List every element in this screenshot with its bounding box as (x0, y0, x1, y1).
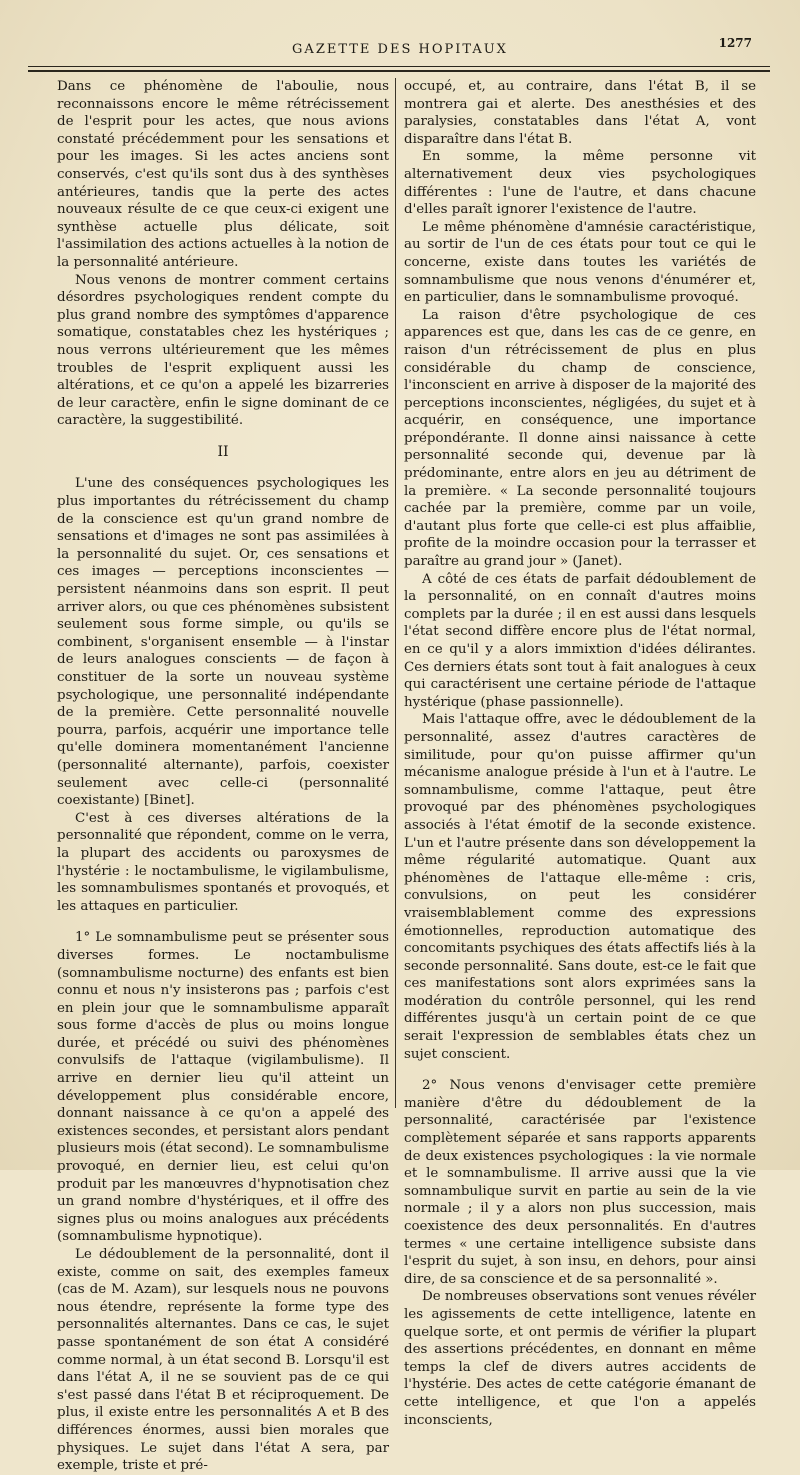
paragraph: C'est à ces diverses altérations de la personnalité que répondent, comme on le verra, la plupart des accidents ou paroxysmes de l'hystérie : le noctambulisme, le vigilambulisme, les somnambulismes spontanés et provoqués, et les attaques en particulier. (57, 810, 389, 914)
page-header (30, 36, 770, 60)
section-heading: II (217, 443, 229, 460)
paragraph: occupé, et, au contraire, dans l'état B, il se montrera gai et alerte. Des anesthésies et des paralysies, constatables dans l'état A, vont disparaître dans l'état B. (404, 79, 756, 147)
paragraph: Dans ce phénomène de l'aboulie, nous reconnaissons encore le même rétrécissement de l'esprit pour les actes, que nous avions constaté précédemment pour les sensations et pour les images. Si les actes anciens sont conservés, c'est qu'ils sont dus à des synthèses antérieures, tandis que la perte des actes nouveaux résulte de ce que ceux-ci exigent une synthèse actuelle plus délicate, soit l'assimilation des actions actuelles à la notion de la personnalité antérieure. (57, 79, 389, 270)
running-title: GAZETTE DES HOPITAUX (292, 42, 508, 57)
column-divider (395, 78, 396, 1108)
paragraph: L'une des conséquences psychologiques les plus importantes du rétrécissement du champ de la conscience est qu'un grand nombre de sensations et d'images ne sont pas assimilées à la personnalité du sujet. Or, ces sensations et ces images — perceptions inconscientes — persistent néanmoins dans son esprit. Il peut arriver alors, ou que ces phénomènes subsistent seulement sous forme simple, ou qu'ils se combinent, s'organisent ensemble — à l'instar de leurs analogues conscients — de façon à constituer de la sorte un nouveau système psychologique, une personnalité indépendante de la première. Cette personnalité nouvelle pourra, parfois, acquérir une importance telle qu'elle dominera momentanément l'ancienne (personnalité alternante), parfois, coexister seulement avec celle-ci (personnalité coexistante) [Binet]. (57, 476, 389, 809)
paragraph: De nombreuses observations sont venues révéler les agissements de cette intelligence, latente en quelque sorte, et ont permis de vérifier la plupart des assertions précédentes, en donnant en même temps la clef de divers autres accidents de l'hystérie. Des actes de cette catégorie émanant de cette intelligence, et que l'on a appelés inconscients, (404, 1289, 757, 1428)
header-rule-thick (28, 70, 770, 72)
paragraph: Mais l'attaque offre, avec le dédoublement de la personnalité, assez d'autres caractères de similitude, pour qu'on puisse affirmer qu'un mécanisme analogue préside à l'un et à l'autre. Le somnambulisme, comme l'attaque, peut être provoqué par des phénomènes psychologiques associés à l'état émotif de la seconde existence. L'un et l'autre présente dans son développement la même régularité automatique. Quant aux phénomènes de l'attaque elle-même : cris, convulsions, on peut les considérer vraisemblablement comme des expressions émotionnelles, reproduction automatique des concomitants psychiques des états affectifs liés à la seconde personnalité. Sans doute, est-ce le fait que ces manifestations sont alors exprimées sans la modération du contrôle personnel, qui les rend différentes jusqu'à un certain point de ce que serait l'expression de semblables états chez un sujet conscient. (404, 712, 756, 1062)
header-rule-thin (28, 66, 770, 67)
paragraph: La raison d'être psychologique de ces apparences est que, dans les cas de ce genre, en raison d'un rétrécissement de plus en plus considérable du champ de conscience, l'inconscient en arrive à disposer de la majorité des perceptions inconscientes, négligées, du sujet et à acquérir, en conséquence, une importance prépondérante. Il donne ainsi naissance à cette personnalité seconde qui, devenue par là prédominante, entre alors en jeu au détriment de la première. « La seconde personnalité toujours cachée par la première, comme par un voile, d'autant plus forte que celle-ci est plus affaiblie, profite de la moindre occasion pour la terrasser et paraître au grand jour » (Janet). (404, 307, 756, 570)
paragraph: Nous venons de montrer comment certains désordres psychologiques rendent compte du plus grand nombre des symptômes d'apparence somatique, constatables chez les hystériques ; nous verrons ultérieurement que les mêmes troubles de l'esprit expliquent aussi les altérations, et ce qu'on a appelé les bizarreries de leur caractère, enfin le signe dominant de ce caractère, la suggestibilité. (57, 272, 389, 429)
right-column (404, 78, 756, 1429)
left-column (57, 78, 389, 1475)
paragraph: A côté de ces états de parfait dédoublement de la personnalité, on en connaît d'autres moins complets par la durée ; il en est aussi dans lesquels l'état second diffère encore plus de l'état normal, en ce qu'il y a alors immixtion d'idées délirantes. Ces derniers états sont tout à fait analogues à ceux qui caractérisent une certaine période de l'attaque hystérique (phase passionnelle). (404, 571, 756, 710)
page-number: 1277 (718, 36, 752, 50)
paragraph: 2° Nous venons d'envisager cette première manière d'être du dédoublement de la personnalité, caractérisée par l'existence complètement séparée et sans rapports apparents de deux existences psychologiques : la vie normale et le somnambulisme. Il arrive aussi que la vie somnambulique survit en partie au sein de la vie normale ; il y a alors non plus succession, mais coexistence des deux personnalités. En d'autres termes « une certaine intelligence subsiste dans l'esprit du sujet, à son insu, en dehors, pour ainsi dire, de sa conscience et de sa personnalité ». (404, 1078, 756, 1287)
paragraph: Le même phénomène d'amnésie caractéristique, au sortir de l'un de ces états pour tout ce qui le concerne, existe dans toutes les variétés de somnambulisme que nous venons d'énumérer et, en particulier, dans le somnambulisme provoqué. (404, 219, 756, 306)
paragraph: En somme, la même personne vit alternativement deux vies psychologiques différentes : l'une de l'autre, et dans chacune d'elles paraît ignorer l'existence de l'autre. (404, 149, 756, 218)
paragraph: Le dédoublement de la personnalité, dont il existe, comme on sait, des exemples fameux (cas de M. Azam), sur lesquels nous ne pouvons nous étendre, représente la forme type des personnalités alternantes. Dans ce cas, le sujet passe spontanément de son état A considéré comme normal, à un état second B. Lorsqu'il est dans l'état A, il ne se souvient pas de ce qui s'est passé dans l'état B et réciproquement. De plus, il existe entre les personnalités A et B des différences énormes, aussi bien morales que physiques. Le sujet dans l'état A sera, par exemple, triste et pré- (57, 1247, 389, 1474)
paragraph: 1° Le somnambulisme peut se présenter sous diverses formes. Le noctambulisme (somnambulisme nocturne) des enfants est bien connu et nous n'y insisterons pas ; parfois c'est en plein jour que le somnambulisme apparaît sous forme d'accès de plus ou moins longue durée, et précédé ou suivi des phénomènes convulsifs de l'attaque (vigilambulisme). Il arrive en dernier lieu qu'il atteint un développement plus considérable encore, donnant naissance à ce qu'on a appelé des existences secondes, et persistant alors pendant plusieurs mois (état second). Le somnambulisme provoqué, en dernier lieu, est celui qu'on produit par les manœuvres d'hypnotisation chez un grand nombre d'hystériques, et il offre des signes plus ou moins analogues aux précédents (somnambulisme hypnotique). (57, 930, 389, 1245)
